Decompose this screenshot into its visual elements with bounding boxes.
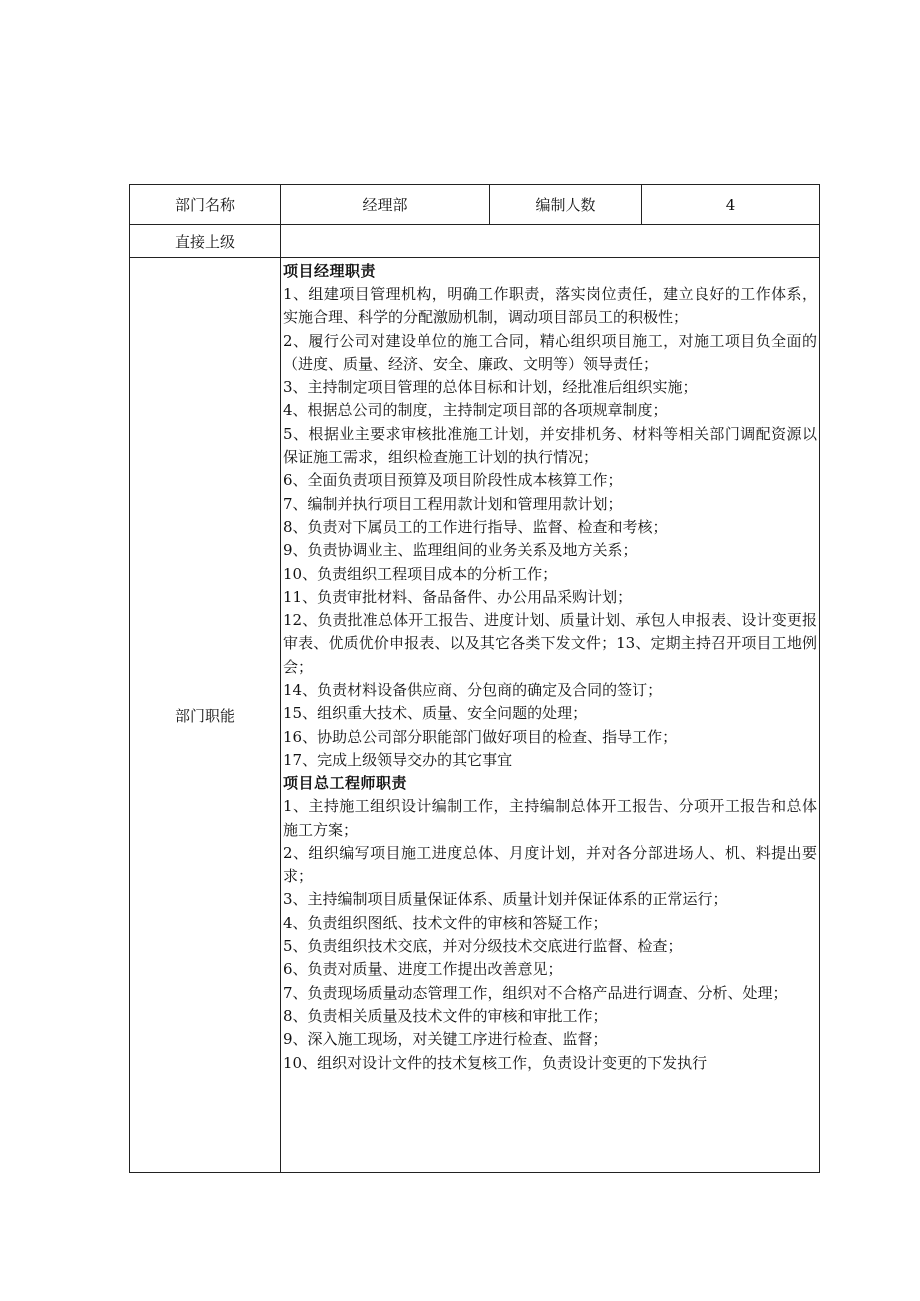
duty-item: 14、负责材料设备供应商、分包商的确定及合同的签订； (283, 681, 663, 700)
duty-item: 1、主持施工组织设计编制工作，主持编制总体开工报告、分项开工报告和总体施工方案； (283, 797, 817, 839)
superior-row (130, 225, 820, 258)
header-row (130, 185, 820, 225)
duty-item: 15、组织重大技术、质量、安全问题的处理； (283, 704, 588, 723)
duty-item: 8、负责对下属员工的工作进行指导、监督、检查和考核； (283, 517, 668, 536)
duty-item: 2、组织编写项目施工进度总体、月度计划，并对各分部进场人、机、料提出要求； (283, 843, 817, 886)
duty-item: 6、全面负责项目预算及项目阶段性成本核算工作； (283, 471, 623, 490)
duty-item: 8、负责相关质量及技术文件的审核和审批工作； (283, 1006, 608, 1025)
duties-content (281, 258, 820, 1173)
dept-name-value: 经理部 (281, 185, 490, 225)
staff-count-value: 4 (642, 185, 820, 225)
duty-item: 7、负责现场质量动态管理工作，组织对不合格产品进行调查、分析、处理； (283, 983, 788, 1002)
superior-value (281, 225, 820, 258)
superior-label: 直接上级 (130, 225, 281, 258)
duty-item: 3、主持制定项目管理的总体目标和计划，经批准后组织实施； (283, 378, 698, 397)
duty-item: 4、根据总公司的制度，主持制定项目部的各项规章制度； (283, 401, 668, 420)
section-heading: 项目经理职责 (283, 262, 377, 280)
section-heading: 项目总工程师职责 (283, 774, 408, 793)
duty-item: 4、负责组织图纸、技术文件的审核和答疑工作； (283, 913, 608, 932)
duty-item: 7、编制并执行项目工程用款计划和管理用款计划； (283, 494, 623, 513)
duty-item: 11、负责审批材料、备品备件、办公用品采购计划； (283, 587, 633, 606)
duty-item: 6、负责对质量、进度工作提出改善意见； (283, 960, 563, 979)
duty-item: 10、组织对设计文件的技术复核工作，负责设计变更的下发执行 (283, 1053, 708, 1072)
department-form-table (129, 184, 820, 1173)
staff-count-label: 编制人数 (490, 185, 642, 225)
duty-item: 10、负责组织工程项目成本的分析工作； (283, 564, 558, 583)
duty-item: 5、根据业主要求审核批准施工计划，并安排机务、材料等相关部门调配资源以保证施工需求，组织检查施工计划的执行情况； (283, 424, 817, 467)
duties-row (130, 258, 820, 1173)
duty-item: 5、负责组织技术交底，并对分级技术交底进行监督、检查； (283, 937, 683, 956)
duty-item: 9、深入施工现场，对关键工序进行检查、监督； (283, 1030, 608, 1049)
duties-label: 部门职能 (130, 258, 281, 1173)
duty-item: 9、负责协调业主、监理组间的业务关系及地方关系； (283, 541, 638, 560)
duty-item: 2、履行公司对建设单位的施工合同，精心组织项目施工，对施工项目负全面的（进度、质量、经济、安全、廉政、文明等）领导责任； (283, 331, 817, 373)
duty-item: 1、组建项目管理机构，明确工作职责，落实岗位责任，建立良好的工作体系，实施合理、科学的分配激励机制，调动项目部员工的积极性； (283, 285, 817, 327)
duty-item: 12、负责批准总体开工报告、进度计划、质量计划、承包人申报表、设计变更报审表、优质优价申报表、以及其它各类下发文件；13、定期主持召开项目工地例会； (283, 611, 817, 676)
duty-item: 16、协助总公司部分职能部门做好项目的检查、指导工作； (283, 727, 678, 746)
dept-name-label: 部门名称 (130, 185, 281, 225)
duty-item: 3、主持编制项目质量保证体系、质量计划并保证体系的正常运行； (283, 890, 728, 909)
duty-item: 17、完成上级领导交办的其它事宜 (283, 750, 513, 769)
